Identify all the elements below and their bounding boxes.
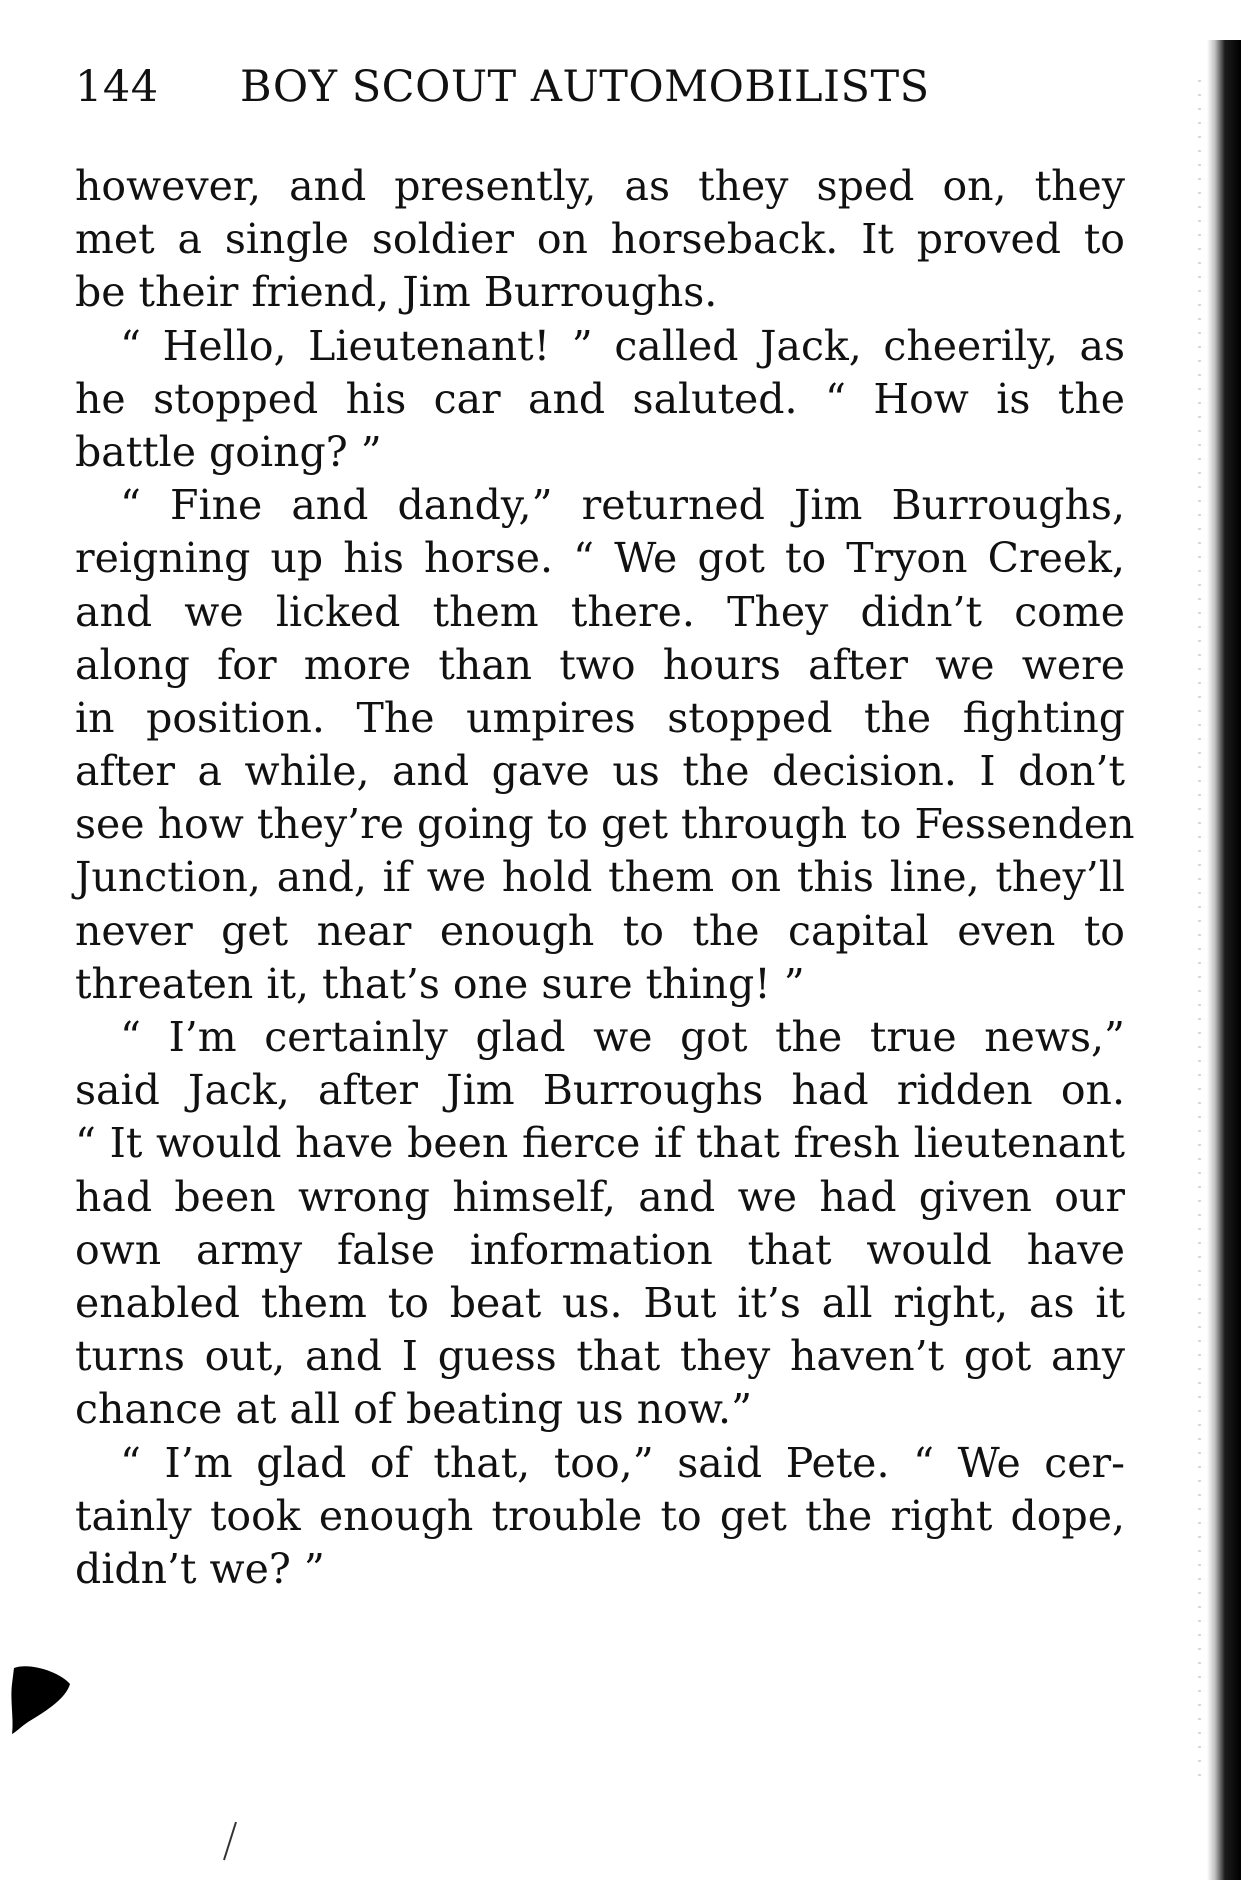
text-line: “ Fine and dandy,” returned Jim Burroughs, [120,481,1125,530]
text-line: turns out, and I guess that they haven’t got any [75,1332,1125,1381]
page-number: 144 [75,62,159,112]
text-line: threaten it, that’s one sure thing! ” [75,959,805,1008]
text-line: see how they’re going to get through to Fessenden [75,800,1135,849]
text-body [75,160,1135,1596]
book-title: BOY SCOUT AUTOMOBILISTS [240,62,930,112]
text-line: in position. The umpires stopped the fighting [75,693,1125,742]
text-line: be their friend, Jim Burroughs. [75,268,718,317]
scan-speckle [1198,80,1201,1780]
ink-blot-mark [8,1660,78,1735]
text-line: however, and presently, as they sped on, they [75,162,1125,210]
stray-pen-mark [220,1820,240,1862]
text-line: Junction, and, if we hold them on this line, they’ll [75,853,1125,902]
text-line: after a while, and gave us the decision. I don’t [75,747,1125,796]
text-line: “ I’m certainly glad we got the true news,” [120,1013,1125,1061]
text-line: chance at all of beating us now.” [75,1385,753,1434]
text-line: battle going? ” [75,427,382,476]
text-line: didn’t we? ” [75,1544,325,1593]
running-head [75,62,1125,122]
text-line: enabled them to beat us. But it’s all right, as it [75,1278,1125,1327]
text-line: had been wrong himself, and we had given our [75,1172,1125,1221]
text-line: “ It would have been fierce if that fresh lieutenant [75,1119,1125,1168]
text-line: tainly took enough trouble to get the right dope, [75,1491,1125,1540]
text-line: never get near enough to the capital even to [75,906,1125,955]
text-line: own army false information that would have [75,1225,1125,1274]
text-line: “ I’m glad of that, too,” said Pete. “ We cer- [120,1438,1125,1487]
text-line: said Jack, after Jim Burroughs had ridden on. [75,1066,1125,1115]
page-gutter-shadow [1207,40,1241,1880]
text-line: met a single soldier on horseback. It proved to [75,215,1125,264]
text-line: reigning up his horse. “ We got to Tryon Creek, [75,534,1125,583]
text-line: “ Hello, Lieutenant! ” called Jack, cheerily, as [120,321,1125,370]
text-line: and we licked them there. They didn’t come [75,587,1125,636]
text-line: he stopped his car and saluted. “ How is the [75,374,1125,423]
text-line: along for more than two hours after we were [75,640,1125,689]
